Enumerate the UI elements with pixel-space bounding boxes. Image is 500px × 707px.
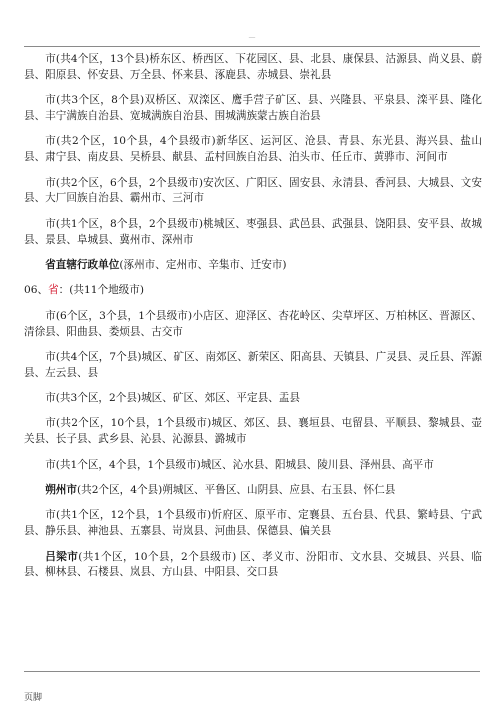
city-paragraph bbox=[24, 350, 482, 382]
entry-paragraph bbox=[24, 134, 482, 166]
entry-body: 市(共3个区，8个县)双桥区、双滦区、鹰手营子矿区、县、兴隆县、平泉县、滦平县、隆化县、丰宁满族自治县、宽城满族自治县、围城满族蒙古族自治县 bbox=[24, 94, 482, 122]
city-body: 市(共3个区，2个县)城区、矿区、郊区、平定县、盂县 bbox=[45, 392, 300, 405]
entry-paragraph bbox=[24, 217, 482, 249]
city-paragraph bbox=[24, 458, 482, 474]
entry-body: 市(共2个区，10个县，4个县级市)新华区、运河区、沧县、青县、东光县、海兴县、盐山县、肃宁县、南皮县、吴桥县、献县、孟村回族自治县、泊头市、任丘市、黄骅市、河间市 bbox=[24, 135, 482, 164]
city-name: 吕梁市 bbox=[45, 550, 79, 563]
city-body: (共2个区，4个县)朔城区、平鲁区、山阴县、应县、右玉县、怀仁县 bbox=[76, 484, 396, 497]
city-name: 朔州市 bbox=[45, 484, 77, 497]
city-paragraph bbox=[24, 550, 482, 582]
city-body: 市(共2个区，10个县，1个县级市)城区、郊区、县、襄垣县、屯留县、平顺县、黎城县、壶关县、长子县、武乡县、沁县、沁源县、潞城市 bbox=[24, 417, 482, 446]
province-name: 省 bbox=[48, 284, 59, 297]
entry-name: 省直辖行政单位 bbox=[45, 258, 120, 271]
city-paragraph bbox=[24, 309, 482, 341]
page-footer bbox=[24, 671, 480, 707]
city-body: 市(共4个区，7个县)城区、矿区、南郊区、新荣区、阳高县、天镇县、广灵县、灵丘县、浑源县、左云县、县 bbox=[24, 350, 482, 379]
entry-body: 市(共1个区，8个县，2个县级市)桃城区、枣强县、武邑县、武强县、饶阳县、安平县、故城县、景县、阜城县、冀州市、深州市 bbox=[24, 217, 482, 246]
city-paragraph bbox=[24, 508, 482, 540]
city-body: 市(共1个区，12个县，1个县级市)忻府区、原平市、定襄县、五台县、代县、繁峙县、宁武县、静乐县、神池县、五寨县、岢岚县、河曲县、保德县、偏关县 bbox=[24, 509, 482, 538]
province-suffix: ：(共11个地级市) bbox=[58, 284, 144, 297]
header-text: — bbox=[248, 33, 256, 41]
city-body: 市(共1个区，4个县，1个县级市)城区、沁水县、阳城县、陵川县、泽州县、高平市 bbox=[45, 458, 434, 471]
province-heading bbox=[24, 283, 482, 299]
city-body: (共1个区，10个县，2个县级市) 区、孝义市、汾阳市、文水县、交城县、兴县、临县、柳林县、石楼县、岚县、方山县、中阳县、交口县 bbox=[24, 550, 482, 579]
entry-body: 市(共2个区，6个县，2个县级市)安次区、广阳区、固安县、永清县、香河县、大城县、文安县、大厂回族自治县、霸州市、三河市 bbox=[24, 176, 482, 205]
city-paragraph bbox=[24, 483, 482, 499]
entry-body: 市(共4个区，13个县)桥东区、桥西区、下花园区、县、北县、康保县、沽源县、尚义县、蔚县、阳原县、怀安县、万全县、怀来县、涿鹿县、赤城县、崇礼县 bbox=[24, 53, 482, 81]
city-body: 市(6个区，3个县，1个县级市)小店区、迎泽区、杏花岭区、尖草坪区、万柏林区、晋源区、清徐县、阳曲县、娄烦县、古交市 bbox=[24, 309, 482, 338]
entry-paragraph bbox=[24, 52, 482, 84]
page-header bbox=[24, 0, 480, 47]
province-prefix: 06、 bbox=[24, 284, 49, 297]
city-paragraph bbox=[24, 416, 482, 448]
footer-text: 页脚 bbox=[24, 693, 43, 703]
city-paragraph bbox=[24, 391, 482, 407]
document-body bbox=[24, 52, 482, 591]
entry-paragraph bbox=[24, 258, 482, 274]
entry-paragraph bbox=[24, 93, 482, 125]
entry-body: (涿州市、定州市、辛集市、迁安市) bbox=[119, 258, 287, 271]
entry-paragraph bbox=[24, 176, 482, 208]
